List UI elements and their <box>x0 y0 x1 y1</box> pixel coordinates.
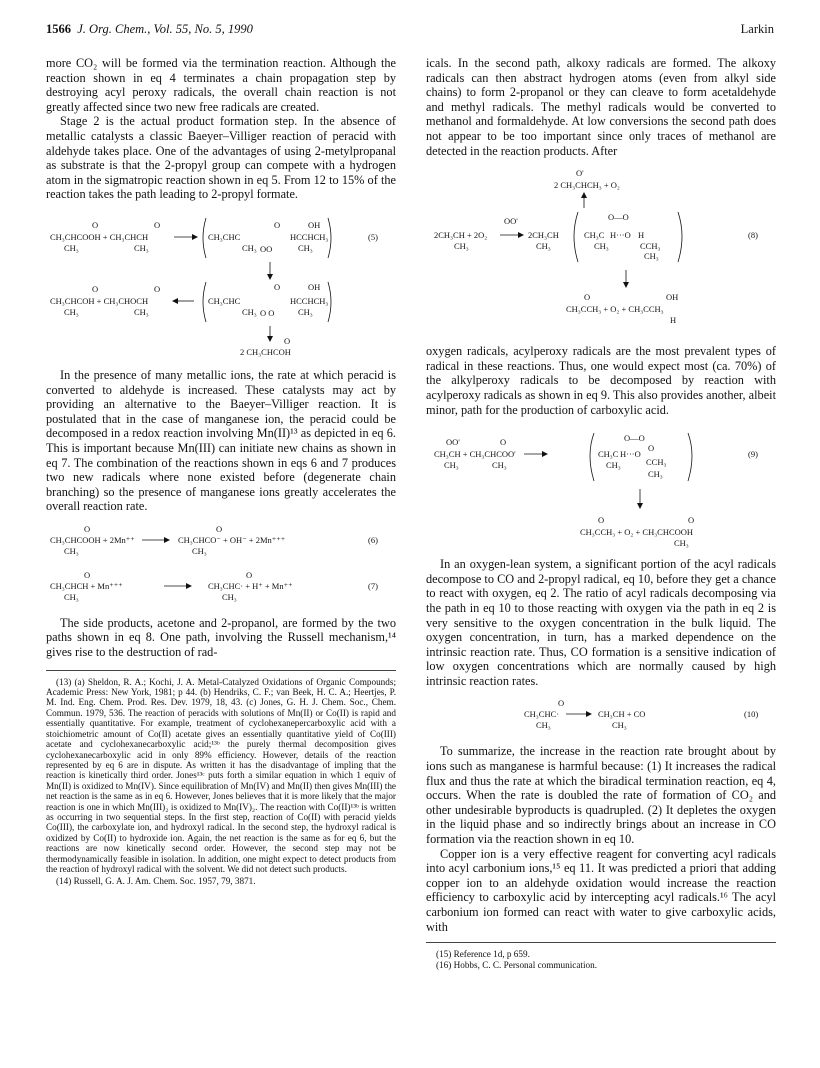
svg-text:CH₃: CH₃ <box>298 242 313 253</box>
svg-text:H: H <box>638 230 645 241</box>
eq8-number: (8) <box>748 230 758 241</box>
svg-text:O: O <box>284 335 291 346</box>
svg-text:CH₃: CH₃ <box>444 460 459 471</box>
paragraph: To summarize, the increase in the reaction rate brought about by ions such as manganese is harmful because: (1) It increases the radical flux and thus the rate at which the biradical termination reaction, eq 4, occurs. When the rate is doubled the rate of formation of CO₂ and other undesirable byproducts is quadrupled. (2) It depletes the oxygen in the liquid phase and so indirectly brings about an increase in CO formation via the reaction shown in eq 10. <box>426 744 776 847</box>
footnote-14: (14) Russell, G. A. J. Am. Chem. Soc. 1957, 79, 3871. <box>56 876 256 887</box>
eq10-number: (10) <box>744 709 759 720</box>
svg-text:OH: OH <box>308 219 321 230</box>
svg-text:O: O <box>92 219 99 230</box>
svg-text:CH₃: CH₃ <box>454 241 469 252</box>
svg-text:CH₃: CH₃ <box>648 469 663 480</box>
svg-text:HCCHCH₃: HCCHCH₃ <box>290 295 329 306</box>
eq8-structure-drawing <box>426 166 776 336</box>
svg-text:CH₃: CH₃ <box>594 241 609 252</box>
svg-text:CH₃: CH₃ <box>492 460 507 471</box>
svg-text:CH₃: CH₃ <box>612 720 627 731</box>
header-left <box>46 22 253 37</box>
svg-text:CCH₃: CCH₃ <box>646 457 667 468</box>
svg-text:CH₃: CH₃ <box>536 241 551 252</box>
svg-text:2 CH₃CHCOH: 2 CH₃CHCOH <box>240 346 291 357</box>
svg-text:O: O <box>92 283 99 294</box>
eq5-structure-drawing <box>46 210 396 360</box>
paragraph: The side products, acetone and 2-propanol, are formed by the two paths shown in eq 8. One path, involving the Russell mechanism,¹⁴ gives rise to the destruction of rad- <box>46 615 396 660</box>
svg-text:O: O <box>274 281 281 292</box>
svg-text:OH: OH <box>308 281 321 292</box>
svg-text:O: O <box>84 523 91 534</box>
svg-text:O—O: O—O <box>624 433 645 444</box>
footnotes-left <box>46 670 396 887</box>
svg-text:O: O <box>598 515 605 526</box>
page-number: 1566 <box>46 22 71 36</box>
footnote-15: (15) Reference 1d, p 659. <box>436 949 530 960</box>
svg-text:CCH₃: CCH₃ <box>640 241 661 252</box>
svg-text:H: H <box>670 315 677 326</box>
equation-6 <box>46 524 396 560</box>
footnotes-right <box>426 942 776 971</box>
svg-text:CH₃CHCH + Mn⁺⁺⁺: CH₃CHCH + Mn⁺⁺⁺ <box>50 580 123 591</box>
svg-text:HCCHCH₃: HCCHCH₃ <box>290 231 329 242</box>
equation-7 <box>46 570 396 606</box>
equation-5-scheme <box>46 210 396 360</box>
svg-text:CH₃: CH₃ <box>242 306 257 317</box>
svg-text:O: O <box>84 569 91 580</box>
svg-text:CH₃: CH₃ <box>644 251 659 262</box>
eq10-drawing <box>426 698 776 732</box>
footnote-16: (16) Hobbs, C. C. Personal communication. <box>436 960 598 971</box>
svg-text:O: O <box>584 292 591 303</box>
svg-text:OO: OO <box>260 243 273 254</box>
svg-text:O: O <box>216 523 223 534</box>
svg-text:2CH₃CH: 2CH₃CH <box>528 230 559 241</box>
paragraph: In the presence of many metallic ions, the rate at which peracid is converted to aldehyde is increased. These catalysts may act by providing an alternative to the Baeyer–Villiger reaction. It is postulated that in the case of manganese ion, the peracid could be decomposed in a redox reaction involving Mn(II)¹³ as depicted in eq 6. This is important because Mn(III) can initiate new chains as shown in eq 7. The combination of the reactions shown in eqs 6 and 7 produces two new radicals where none existed before (degenerate chain branching) so the presence of manganese ions greatly accelerates the overall reaction rate. <box>46 367 396 514</box>
svg-text:CH₃: CH₃ <box>674 538 689 549</box>
svg-text:OO': OO' <box>504 216 518 227</box>
svg-text:CH₃CH + CH₃CHCOO': CH₃CH + CH₃CHCOO' <box>434 449 516 460</box>
svg-text:2 CH₃CHCH₃ + O₂: 2 CH₃CHCH₃ + O₂ <box>554 180 620 191</box>
svg-text:H···O: H···O <box>620 449 641 460</box>
svg-text:CH₃CH + CO: CH₃CH + CO <box>598 709 646 720</box>
eq6-drawing <box>46 524 396 558</box>
svg-text:O: O <box>154 283 161 294</box>
svg-text:CH₃: CH₃ <box>134 306 149 317</box>
svg-text:CH₃CCH₃ + O₂ + CH₃CCH₃: CH₃CCH₃ + O₂ + CH₃CCH₃ <box>566 304 664 315</box>
svg-text:O: O <box>246 569 253 580</box>
svg-text:CH₃: CH₃ <box>222 591 237 602</box>
svg-text:O: O <box>154 219 161 230</box>
svg-text:CH₃CHC· + H⁺ + Mn⁺⁺: CH₃CHC· + H⁺ + Mn⁺⁺ <box>208 580 293 591</box>
svg-text:O: O <box>648 443 655 454</box>
svg-text:OH: OH <box>666 292 679 303</box>
svg-text:CH₃: CH₃ <box>134 242 149 253</box>
svg-text:O: O <box>558 698 565 709</box>
svg-text:CH₃: CH₃ <box>536 720 551 731</box>
left-column <box>46 56 396 889</box>
eq9-number: (9) <box>748 449 758 460</box>
svg-text:CH₃: CH₃ <box>64 242 79 253</box>
svg-text:CH₃: CH₃ <box>192 545 207 556</box>
svg-text:CH₃: CH₃ <box>606 460 621 471</box>
paragraph: Stage 2 is the actual product formation step. In the absence of metallic catalysts a classic Baeyer–Villiger reaction of peracid with aldehyde takes place. One of the advantages of using 2-metylpropanal as substrate is that the 2-propyl group can compete with a hydrogen atom in the sigmatropic reaction shown in eq 5. From 12 to 15% of the reaction takes the path leading to 2-propyl formate. <box>46 114 396 202</box>
svg-text:O O: O O <box>260 307 275 318</box>
eq5-number: (5) <box>368 231 378 242</box>
equation-10 <box>426 698 776 734</box>
equation-9-scheme <box>426 425 776 549</box>
svg-text:CH₃: CH₃ <box>298 306 313 317</box>
svg-text:CH₃CHCOOH + CH₃CHCH: CH₃CHCOOH + CH₃CHCH <box>50 231 149 242</box>
right-column <box>426 56 776 971</box>
eq7-number: (7) <box>368 580 378 591</box>
equation-8-scheme <box>426 166 776 336</box>
paragraph: Copper ion is a very effective reagent for converting acyl radicals into acyl carbonium ions,¹⁵ eq 11. It was predicted a priori that adding copper ion to an aldehyde oxidation would increase the reaction efficiency to carboxylic acid by intercepting acyl radicals.¹⁶ The acyl carbonium ion formed can react with water to give carboxylic acids, with <box>426 846 776 934</box>
svg-text:O: O <box>500 437 507 448</box>
svg-text:O: O <box>274 219 281 230</box>
page-header <box>46 22 774 42</box>
paragraph: oxygen radicals, acylperoxy radicals are the most prevalent types of radical in these reactions. Thus, one would expect most (ca. 70%) of the alkylperoxy radicals to be decomposed by reaction with acylperoxy radicals as shown in eq 9. This also provides another, albeit minor, path for the production of carboxylic acid. <box>426 344 776 417</box>
svg-text:CH₃CHCO⁻ + OH⁻ + 2Mn⁺⁺⁺: CH₃CHCO⁻ + OH⁻ + 2Mn⁺⁺⁺ <box>178 534 286 545</box>
svg-text:CH₃C: CH₃C <box>584 230 605 241</box>
svg-text:H···O: H···O <box>610 230 631 241</box>
svg-text:CH₃CHC: CH₃CHC <box>208 295 241 306</box>
journal-citation: J. Org. Chem., Vol. 55, No. 5, 1990 <box>77 22 253 36</box>
svg-text:CH₃: CH₃ <box>64 545 79 556</box>
svg-text:O': O' <box>576 168 584 179</box>
paragraph: more CO₂ will be formed via the termination reaction. Although the reaction shown in eq 4 terminates a chain propagation step by destroying acyl peroxy radicals, the overall chain reaction is not greatly affected since two new free radicals are created. <box>46 56 396 114</box>
svg-text:CH₃: CH₃ <box>242 242 257 253</box>
eq7-drawing <box>46 570 396 604</box>
svg-text:CH₃CHCOH + CH₃CHOCH: CH₃CHCOH + CH₃CHOCH <box>50 295 149 306</box>
paragraph: In an oxygen-lean system, a significant portion of the acyl radicals decompose to CO and 2-propyl radical, eq 10, before they get a chance to react with oxygen, eq 2. The ratio of acyl radicals decomposing via the path in eq 10 to those reacting with oxygen via the path in eq 2 is very sensitive to the oxygen concentration in the bulk liquid. The oxygen concentration, in turn, has a marked dependence on the intrinsic reaction rate. Thus, CO formation is a sensitive indication of low oxygen concentrations which are normally caused by high intrinsic reaction rates. <box>426 557 776 688</box>
svg-text:O—O: O—O <box>608 212 629 223</box>
svg-text:CH₃CHC·: CH₃CHC· <box>524 709 560 720</box>
paragraph: icals. In the second path, alkoxy radicals are formed. The alkoxy radicals can then abstract hydrogen atoms (even from alkyl side chains) to form 2-propanol or they can cleave to form acetaldehyde and methyl radicals. The methyl radicals would be converted to methanol and formaldehyde. At low conversions the second path does not appear to be too important since only traces of methanol are detected in the reaction products. After <box>426 56 776 158</box>
svg-text:2CH₃CH + 2O₂: 2CH₃CH + 2O₂ <box>434 230 488 241</box>
svg-text:CH₃: CH₃ <box>64 591 79 602</box>
eq9-structure-drawing <box>426 425 776 549</box>
svg-text:O: O <box>688 515 695 526</box>
svg-text:OO': OO' <box>446 437 460 448</box>
svg-text:CH₃: CH₃ <box>64 306 79 317</box>
svg-text:CH₃C: CH₃C <box>598 449 619 460</box>
footnote-13: (13) (a) Sheldon, R. A.; Kochi, J. A. Metal-Catalyzed Oxidations of Organic Compounds; Academic Press: New York, 1981; p 44. (b) Hendriks, C. F.; van Beek, H. C. A.; Heertjes, P. M. Ind. Eng. Chem. Prod. Res. Dev. 1979, 18, 43. (c) Jones, G. H. J. Chem. Soc., Chem. Commun. 1979, 536. The reaction of peracids with solutions of Mn(II) or Co(II) is rapid and essentially quantitative. For example, treatment of cyclohexanepercarboxylic acid with a stoichiometric amount of Co(II) acetate gives an essentially quantitative yield of Co(III) acetate and cyclohexanecarboxylic acid;¹³ᵇ the purely thermal decomposition gives cyclohexanecarboxylic acid in only 89% efficiency. However, details of the reaction represented by eq 6 are in dispute. As written it has the disadvantage of impling that the reaction is kinetically third order. Jones¹³ᶜ puts forth a similar equation in which 1 equiv of Mn(II) is oxidized to Mn(IV). Since equilibration of Mn(IV) and Mn(II) then gives Mn(III) the net reaction is the same as in eq 6. However, Jones believes that it is more likely that the major reaction is one in which Mn(III)₂ is oxidized to Mn(IV)₂. The reaction with Co(II)¹³ᵇ is written as occurring in two sequential steps. In the first step, reaction of Co(II) with peracid yields Co(III), the carboxylate ion, and hydroxyl radical. In the second step, the hydroxyl radical is oxidized by Co(II) to hydroxide ion. Again, the net reaction is the same as for eq 6, but the reactions are now kinetically second order. However, the second step may not be thermodynamically feasible in isolation. In addition, one might expect to detect products from the reaction of hydroxyl radical with the solvent. We did not detect such products. <box>46 676 396 874</box>
svg-text:CH₃CHC: CH₃CHC <box>208 231 241 242</box>
running-author: Larkin <box>740 22 774 36</box>
svg-text:CH₃CCH₃ + O₂ + CH₃CHCOOH: CH₃CCH₃ + O₂ + CH₃CHCOOH <box>580 527 694 538</box>
svg-text:CH₃CHCOOH + 2Mn⁺⁺: CH₃CHCOOH + 2Mn⁺⁺ <box>50 534 135 545</box>
eq6-number: (6) <box>368 534 378 545</box>
